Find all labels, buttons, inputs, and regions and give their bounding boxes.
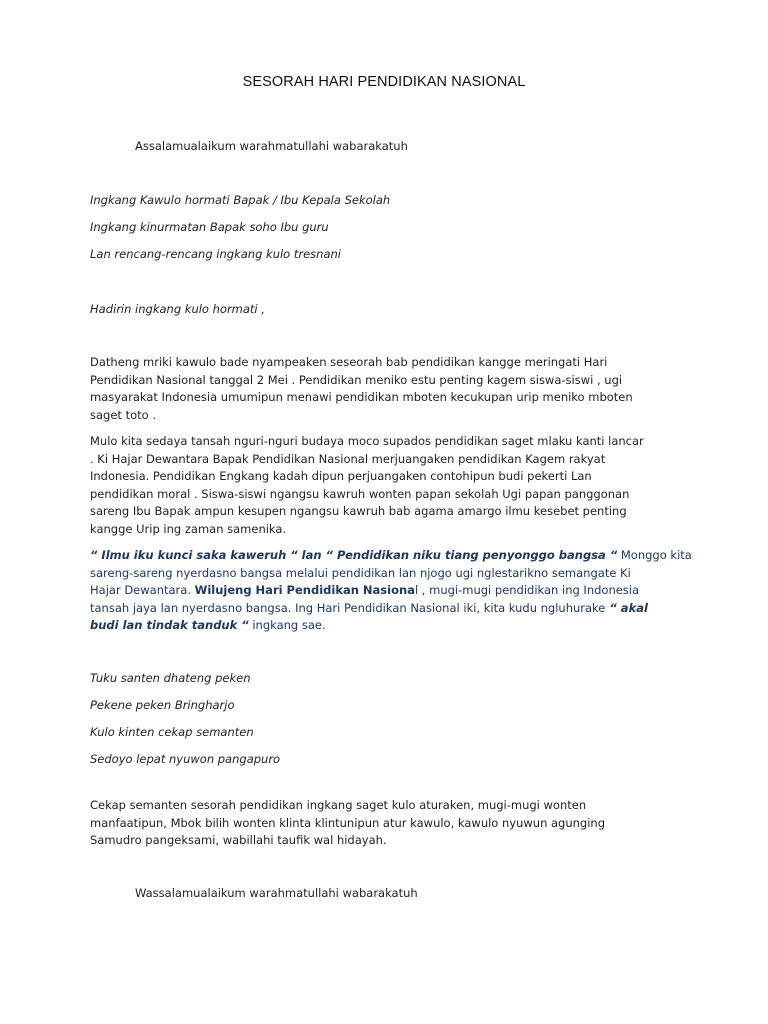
paragraph-3-line (90, 582, 639, 600)
paragraph-3-line (90, 617, 326, 635)
audience-greeting: Hadirin ingkang kulo hormati , (90, 302, 265, 316)
honorific-line: Lan rencang-rencang ingkang kulo tresnani (90, 247, 341, 261)
paragraph-2-line: sareng Ibu Bapak ampun kesupen ngangsu kawruh bab agama amargo ilmu kesebet penting (90, 504, 627, 518)
opening-greeting: Assalamualaikum warahmatullahi wabarakatuh (135, 139, 408, 153)
paragraph-2-line: . Ki Hajar Dewantara Bapak Pendidikan Nasional merjuangaken pendidikan Kagem rakyat (90, 451, 606, 466)
pantun-line: Kulo kinten cekap semanten (90, 725, 254, 739)
paragraph-3-line (90, 547, 692, 565)
paragraph-1-line: saget toto . (90, 407, 156, 422)
paragraph-3-line (90, 600, 648, 618)
pantun-line: Pekene peken Bringharjo (90, 698, 235, 712)
document-title: SESORAH HARI PENDIDIKAN NASIONAL (242, 74, 526, 90)
paragraph-3-text: Monggo kita (617, 548, 692, 562)
paragraph-3-text: Ing Hari Pendidikan Nasional iki, kita kudu ngluhurake (295, 600, 606, 615)
paragraph-3-text: tansah jaya lan nyerdasno bangsa. (90, 600, 296, 615)
paragraph-3-text: ingkang sae. (248, 618, 326, 632)
pantun-line: Tuku santen dhateng peken (90, 671, 251, 685)
honorific-line: Ingkang kinurmatan Bapak soho Ibu guru (90, 220, 329, 234)
closing-greeting: Wassalamualaikum warahmatullahi wabarakatuh (135, 886, 418, 900)
closing-line: manfaatipun, Mbok bilih wonten klinta klintunipun atur kawulo, kawulo nyuwun agunging (90, 815, 606, 830)
paragraph-3-text: l , mugi-mugi pendidikan ing Indonesia (414, 583, 640, 597)
paragraph-2-line: kangge Urip ing zaman samenika. (90, 521, 287, 536)
closing-line: Cekap semanten sesorah pendidikan ingkang saget kulo aturaken, mugi-mugi wonten (90, 798, 587, 812)
quote-text: “ akal (605, 600, 648, 615)
pantun-line: Sedoyo lepat nyuwon pangapuro (90, 752, 281, 766)
paragraph-1-line: Datheng mriki kawulo bade nyampeaken seseorah bab pendidikan kangge meringati Hari (90, 355, 608, 369)
paragraph-3-line: sareng-sareng nyerdasno bangsa melalui pendidikan lan njogo ugi nglestarikno semangate Ki (90, 565, 631, 580)
paragraph-2-line: Indonesia. Pendidikan Engkang kadah dipun perjuangaken contohipun budi pekerti Lan (90, 469, 592, 483)
quote-text: “ Ilmu iku kunci saka kaweruh “ lan “ Pendidikan niku tiang penyonggo bangsa “ (90, 548, 618, 562)
wilujeng-emphasis: Wilujeng Hari Pendidikan Nasiona (194, 583, 415, 597)
paragraph-2-line: pendidikan moral . Siswa-siswi ngangsu kawruh wonten papan sekolah Ugi papan panggonan (90, 486, 630, 501)
paragraph-1-line: masyarakat Indonesia umumipun menawi pendidikan mboten kecukupan urip meniko mboten (90, 390, 633, 404)
closing-line: Samudro pangeksami, wabillahi taufik wal hidayah. (90, 833, 387, 847)
paragraph-3-text: Hajar Dewantara. (90, 583, 195, 597)
honorific-line: Ingkang Kawulo hormati Bapak / Ibu Kepala Sekolah (90, 193, 391, 207)
paragraph-1-line: Pendidikan Nasional tanggal 2 Mei . Pendidikan meniko estu penting kagem siswa-siswi , ugi (90, 372, 623, 387)
paragraph-2-line: Mulo kita sedaya tansah nguri-nguri budaya moco supados pendidikan saget mlaku kanti lancar (90, 434, 644, 448)
quote-text: budi lan tindak tanduk “ (90, 618, 249, 632)
